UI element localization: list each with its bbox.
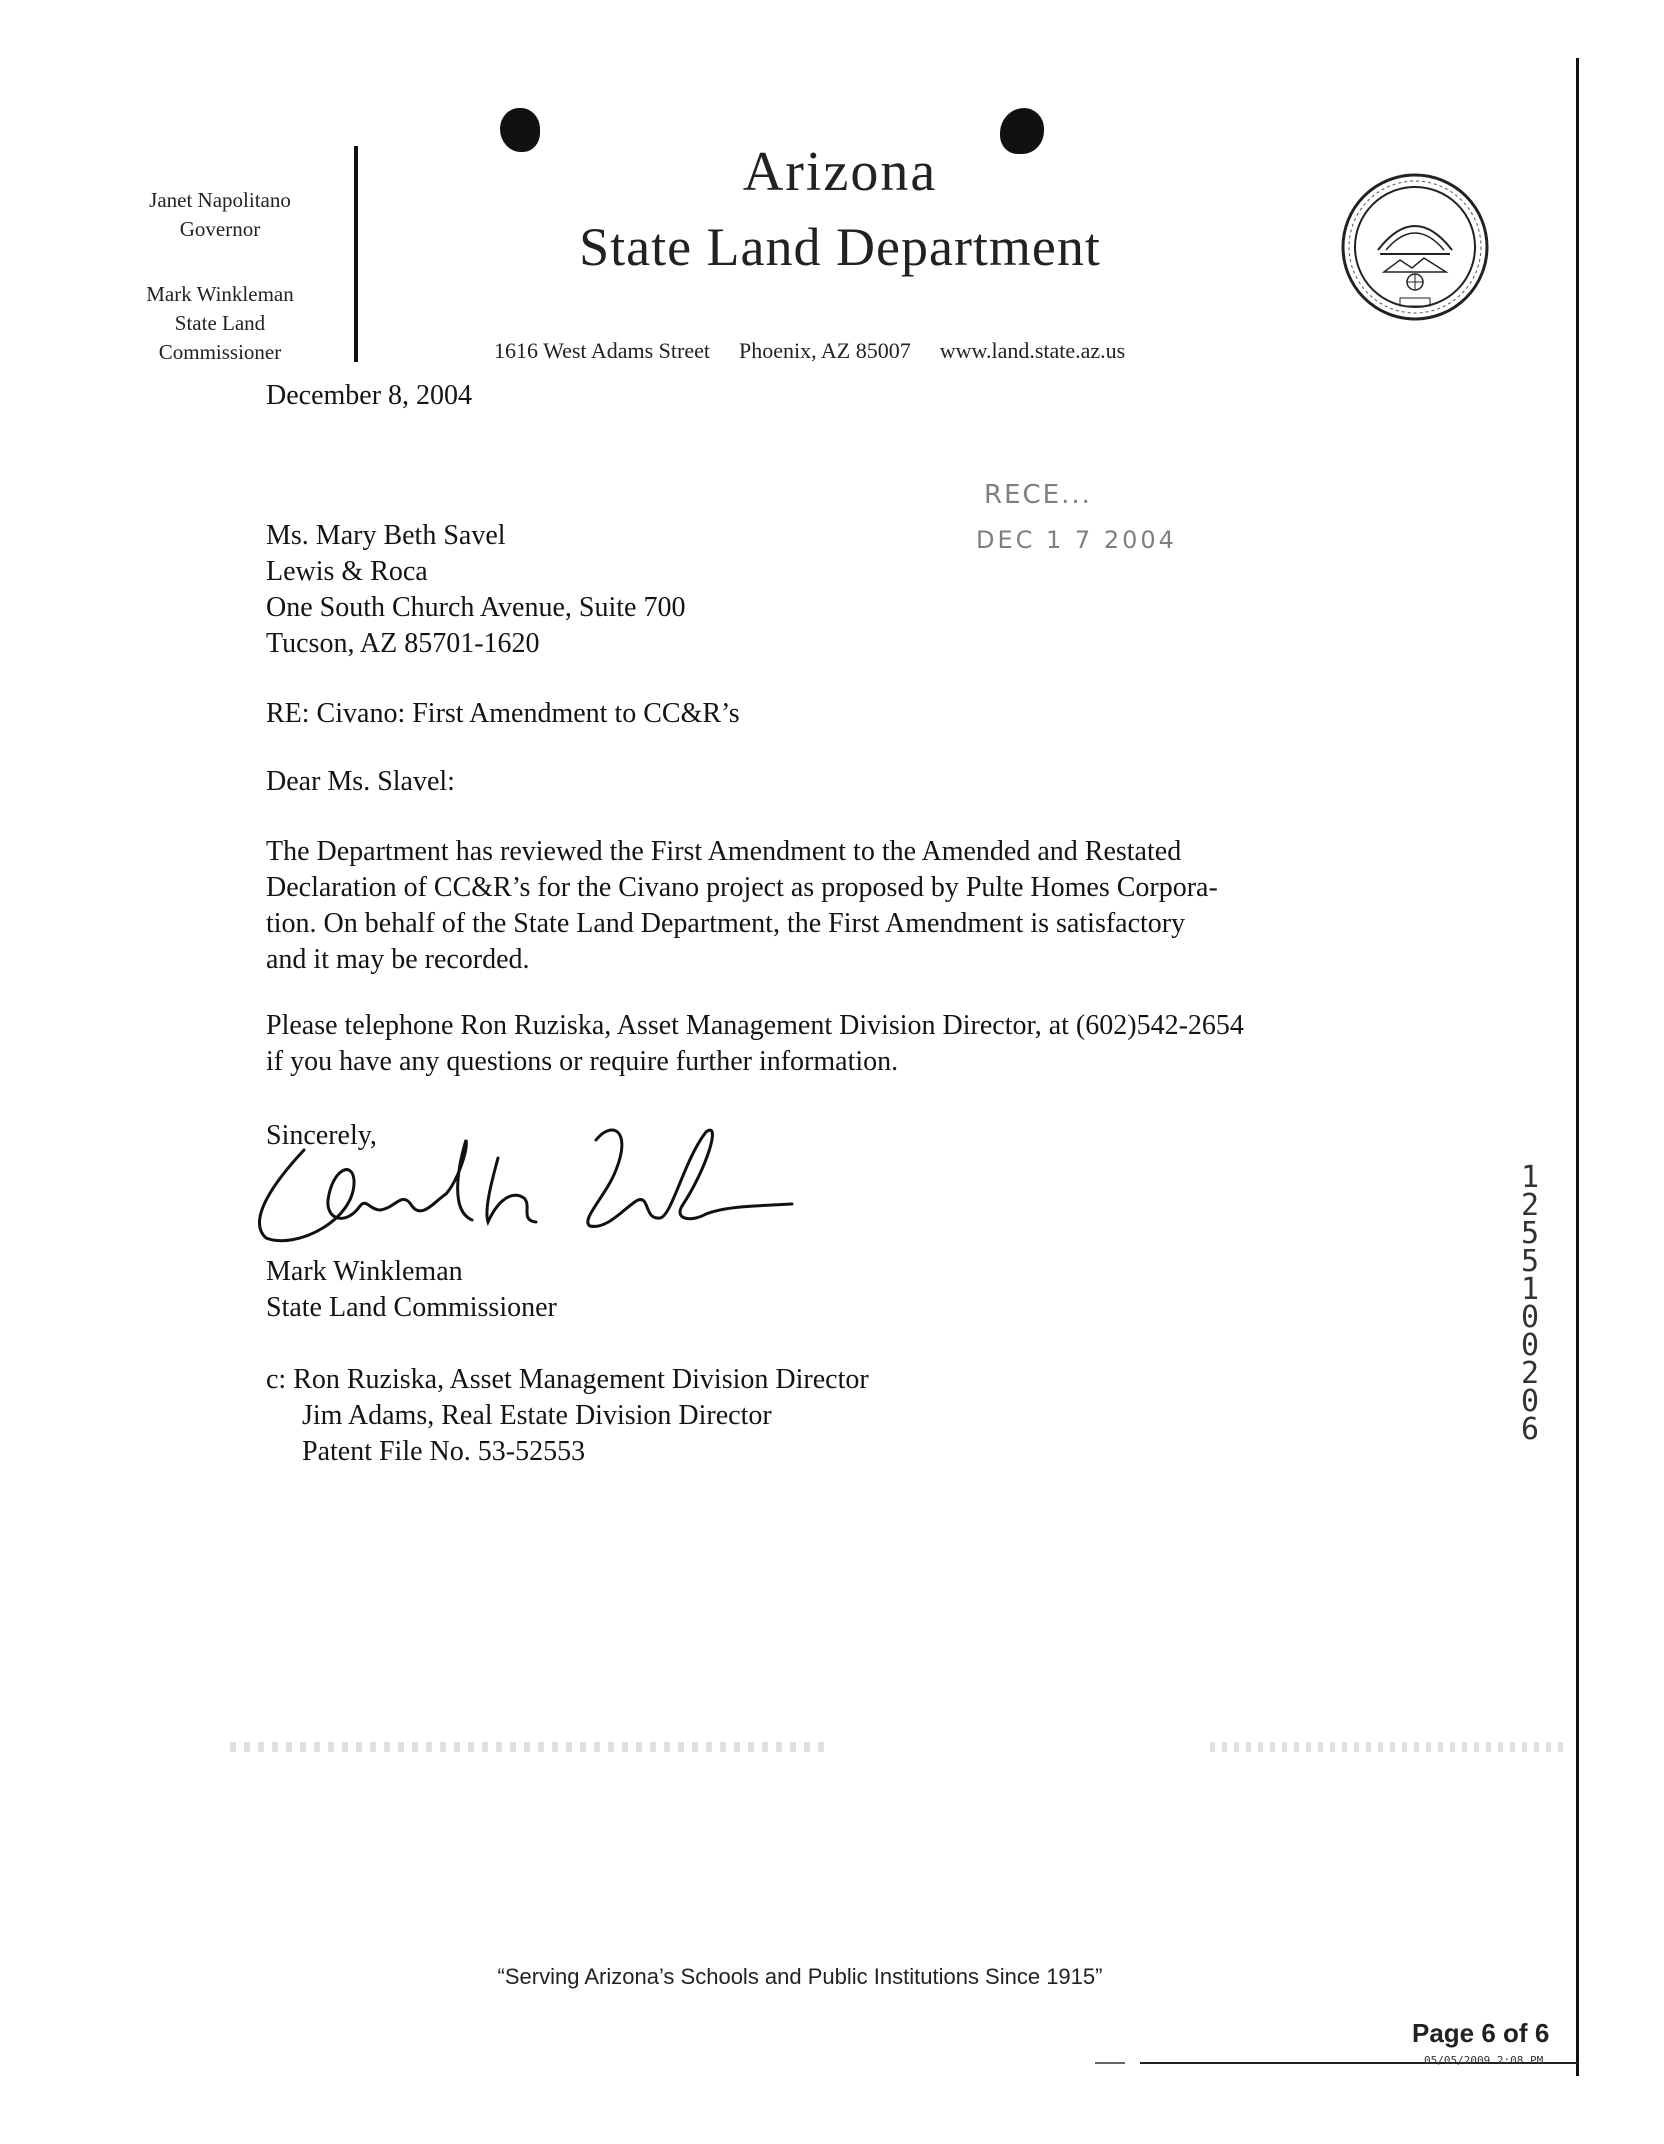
agency-title-line1: Arizona (742, 141, 938, 203)
bottom-rule-dash (1095, 2062, 1125, 2064)
body-paragraph-2 (266, 1008, 1244, 1080)
handwritten-signature (236, 1110, 796, 1260)
signer-name: Mark Winkleman (266, 1256, 463, 1287)
fax-timestamp: 05/05/2009 2:08 PM (1424, 2054, 1544, 2067)
page-number: Page 6 of 6 (1412, 2018, 1550, 2048)
salutation: Dear Ms. Slavel: (266, 766, 455, 797)
address-street: 1616 West Adams Street (494, 338, 710, 363)
footer-quote: “Serving Arizona’s Schools and Public Institutions Since 1915” (497, 1964, 1103, 1989)
scan-artifact-band (230, 1742, 830, 1752)
recipient-name: Ms. Mary Beth Savel (266, 520, 506, 551)
paragraph-line: and it may be recorded. (266, 944, 530, 975)
governor-block (110, 186, 330, 244)
letterhead-address (494, 338, 1125, 364)
cc-item: Jim Adams, Real Estate Division Director (302, 1400, 772, 1431)
page-edge-line (1576, 58, 1579, 2076)
commissioner-block (110, 280, 330, 367)
paragraph-line: The Department has reviewed the First Amendment to the Amended and Restated (266, 836, 1182, 867)
signer-block (266, 1254, 557, 1326)
recipient-street: One South Church Avenue, Suite 700 (266, 592, 686, 623)
commissioner-title-line2: Commissioner (158, 340, 282, 364)
bates-number: 12551 00206 (1520, 1160, 1540, 1447)
received-stamp (976, 480, 1177, 554)
governor-name: Janet Napolitano (149, 188, 291, 212)
scan-artifact-band (1210, 1742, 1570, 1752)
cc-item: Patent File No. 53-52553 (302, 1436, 586, 1467)
letterhead-divider (354, 146, 358, 362)
received-stamp-label: RECE... (984, 480, 1092, 510)
cc-item: c: Ron Ruziska, Asset Management Division Director (266, 1364, 869, 1395)
signer-title: State Land Commissioner (266, 1292, 557, 1323)
address-city: Phoenix, AZ 85007 (738, 338, 911, 363)
closing: Sincerely, (266, 1120, 377, 1151)
punch-hole-mark-left (500, 108, 540, 152)
cc-list (266, 1362, 869, 1470)
commissioner-title-line1: State Land (174, 311, 266, 335)
received-stamp-date: DEC 1 7 2004 (976, 526, 1177, 554)
address-website: www.land.state.az.us (939, 338, 1126, 363)
re-line: RE: Civano: First Amendment to CC&R’s (266, 698, 740, 729)
commissioner-name: Mark Winkleman (146, 282, 294, 306)
paragraph-line: Please telephone Ron Ruziska, Asset Management Division Director, at (602)542-2654 (266, 1010, 1244, 1041)
governor-title: Governor (179, 217, 261, 241)
recipient-address (266, 518, 685, 662)
paragraph-line: tion. On behalf of the State Land Department, the First Amendment is satisfactory (266, 908, 1186, 939)
recipient-city: Tucson, AZ 85701-1620 (266, 628, 540, 659)
state-seal-icon (1340, 172, 1490, 322)
paragraph-line: if you have any questions or require further information. (266, 1046, 899, 1077)
recipient-firm: Lewis & Roca (266, 556, 428, 587)
body-paragraph-1 (266, 834, 1218, 978)
letter-date: December 8, 2004 (266, 380, 473, 411)
agency-title-line2: State Land Department (579, 217, 1101, 277)
paragraph-line: Declaration of CC&R’s for the Civano project as proposed by Pulte Homes Corpora- (266, 872, 1218, 903)
